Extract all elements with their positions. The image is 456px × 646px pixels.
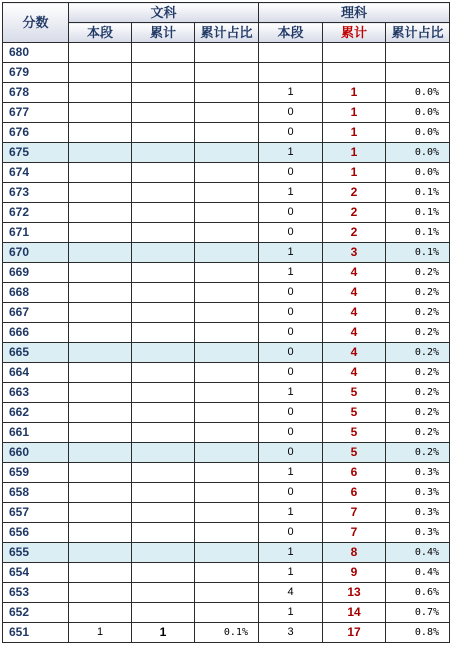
li-cumulative-pct-cell: 0.2% — [386, 283, 450, 303]
table-row — [3, 523, 450, 543]
table-header — [3, 3, 450, 43]
table-row — [3, 323, 450, 343]
table-row — [3, 263, 450, 283]
wen-cumulative-cell — [132, 323, 195, 343]
li-cumulative-pct-cell: 0.3% — [386, 463, 450, 483]
wen-cumulative-pct-cell — [195, 103, 259, 123]
score-cell: 679 — [3, 63, 69, 83]
wen-cumulative-cell — [132, 543, 195, 563]
li-cumulative-pct-cell: 0.1% — [386, 223, 450, 243]
wen-segment-cell — [69, 323, 132, 343]
li-cumulative-pct-cell: 0.0% — [386, 163, 450, 183]
li-cumulative-cell: 7 — [323, 503, 386, 523]
wen-cumulative-pct-cell — [195, 283, 259, 303]
li-cumulative-cell: 4 — [323, 323, 386, 343]
table-row — [3, 543, 450, 563]
li-cumulative-cell: 13 — [323, 583, 386, 603]
wen-cumulative-cell — [132, 443, 195, 463]
li-segment-cell — [259, 43, 323, 63]
wen-cumulative-cell — [132, 483, 195, 503]
wen-segment-cell — [69, 263, 132, 283]
header-li: 理科 — [259, 3, 450, 23]
score-cell: 677 — [3, 103, 69, 123]
score-cell: 673 — [3, 183, 69, 203]
score-cell: 671 — [3, 223, 69, 243]
li-cumulative-pct-cell: 0.2% — [386, 403, 450, 423]
li-cumulative-pct-cell: 0.3% — [386, 523, 450, 543]
wen-segment-cell — [69, 243, 132, 263]
li-cumulative-pct-cell: 0.3% — [386, 503, 450, 523]
table-row — [3, 63, 450, 83]
wen-cumulative-pct-cell — [195, 463, 259, 483]
score-cell: 667 — [3, 303, 69, 323]
wen-segment-cell — [69, 563, 132, 583]
score-cell: 659 — [3, 463, 69, 483]
wen-cumulative-pct-cell — [195, 483, 259, 503]
li-cumulative-pct-cell: 0.3% — [386, 483, 450, 503]
li-segment-cell: 1 — [259, 383, 323, 403]
wen-cumulative-pct-cell — [195, 223, 259, 243]
table-row — [3, 183, 450, 203]
wen-cumulative-pct-cell — [195, 383, 259, 403]
wen-segment-cell — [69, 463, 132, 483]
table-row — [3, 483, 450, 503]
wen-segment-cell: 1 — [69, 623, 132, 643]
wen-cumulative-pct-cell — [195, 203, 259, 223]
header-wen-cumulative: 累计 — [132, 23, 195, 43]
wen-segment-cell — [69, 123, 132, 143]
score-cell: 672 — [3, 203, 69, 223]
wen-segment-cell — [69, 43, 132, 63]
li-segment-cell: 3 — [259, 623, 323, 643]
score-cell: 660 — [3, 443, 69, 463]
li-cumulative-pct-cell: 0.0% — [386, 103, 450, 123]
li-cumulative-cell: 6 — [323, 483, 386, 503]
li-segment-cell: 1 — [259, 243, 323, 263]
li-segment-cell: 0 — [259, 223, 323, 243]
wen-cumulative-pct-cell — [195, 603, 259, 623]
wen-segment-cell — [69, 63, 132, 83]
score-cell: 651 — [3, 623, 69, 643]
wen-cumulative-cell — [132, 183, 195, 203]
score-cell: 669 — [3, 263, 69, 283]
li-cumulative-cell: 2 — [323, 183, 386, 203]
li-cumulative-pct-cell: 0.2% — [386, 303, 450, 323]
header-li-segment: 本段 — [259, 23, 323, 43]
li-segment-cell — [259, 63, 323, 83]
score-cell: 663 — [3, 383, 69, 403]
score-cell: 674 — [3, 163, 69, 183]
score-table — [2, 2, 450, 643]
li-cumulative-pct-cell: 0.7% — [386, 603, 450, 623]
wen-cumulative-pct-cell — [195, 263, 259, 283]
li-cumulative-cell: 5 — [323, 383, 386, 403]
table-row — [3, 383, 450, 403]
wen-cumulative-pct-cell: 0.1% — [195, 623, 259, 643]
li-cumulative-pct-cell: 0.1% — [386, 183, 450, 203]
li-cumulative-cell: 4 — [323, 343, 386, 363]
table-row — [3, 103, 450, 123]
wen-cumulative-pct-cell — [195, 543, 259, 563]
wen-cumulative-pct-cell — [195, 83, 259, 103]
li-cumulative-pct-cell — [386, 63, 450, 83]
wen-cumulative-cell — [132, 43, 195, 63]
wen-segment-cell — [69, 503, 132, 523]
wen-cumulative-pct-cell — [195, 143, 259, 163]
li-segment-cell: 1 — [259, 143, 323, 163]
wen-segment-cell — [69, 523, 132, 543]
li-segment-cell: 0 — [259, 403, 323, 423]
wen-segment-cell — [69, 83, 132, 103]
wen-segment-cell — [69, 203, 132, 223]
wen-cumulative-cell — [132, 343, 195, 363]
li-cumulative-cell: 4 — [323, 263, 386, 283]
table-row — [3, 443, 450, 463]
table-row — [3, 203, 450, 223]
li-cumulative-cell: 1 — [323, 83, 386, 103]
table-row — [3, 83, 450, 103]
wen-segment-cell — [69, 343, 132, 363]
wen-cumulative-cell — [132, 583, 195, 603]
wen-cumulative-cell — [132, 503, 195, 523]
li-cumulative-pct-cell: 0.1% — [386, 203, 450, 223]
li-cumulative-pct-cell: 0.1% — [386, 243, 450, 263]
li-cumulative-pct-cell: 0.2% — [386, 263, 450, 283]
li-cumulative-pct-cell: 0.2% — [386, 363, 450, 383]
wen-segment-cell — [69, 543, 132, 563]
li-cumulative-pct-cell: 0.4% — [386, 563, 450, 583]
wen-segment-cell — [69, 283, 132, 303]
li-cumulative-cell — [323, 63, 386, 83]
score-cell: 657 — [3, 503, 69, 523]
table-row — [3, 623, 450, 643]
wen-segment-cell — [69, 603, 132, 623]
wen-segment-cell — [69, 363, 132, 383]
li-segment-cell: 0 — [259, 523, 323, 543]
li-cumulative-cell: 5 — [323, 423, 386, 443]
score-cell: 661 — [3, 423, 69, 443]
li-segment-cell: 0 — [259, 423, 323, 443]
table-row — [3, 163, 450, 183]
li-cumulative-cell: 5 — [323, 403, 386, 423]
score-cell: 676 — [3, 123, 69, 143]
li-cumulative-pct-cell: 0.2% — [386, 323, 450, 343]
header-row-sub — [3, 23, 450, 43]
li-segment-cell: 1 — [259, 543, 323, 563]
li-segment-cell: 1 — [259, 563, 323, 583]
header-score: 分数 — [3, 3, 69, 43]
li-segment-cell: 0 — [259, 443, 323, 463]
wen-cumulative-pct-cell — [195, 343, 259, 363]
score-cell: 665 — [3, 343, 69, 363]
table-body — [3, 43, 450, 643]
wen-cumulative-cell — [132, 243, 195, 263]
wen-cumulative-pct-cell — [195, 243, 259, 263]
li-cumulative-cell: 6 — [323, 463, 386, 483]
wen-cumulative-pct-cell — [195, 363, 259, 383]
li-cumulative-cell: 1 — [323, 143, 386, 163]
score-cell: 668 — [3, 283, 69, 303]
header-wen-segment: 本段 — [69, 23, 132, 43]
li-segment-cell: 0 — [259, 203, 323, 223]
wen-cumulative-cell — [132, 223, 195, 243]
li-cumulative-pct-cell: 0.0% — [386, 83, 450, 103]
li-cumulative-pct-cell: 0.0% — [386, 143, 450, 163]
table-row — [3, 503, 450, 523]
score-cell: 662 — [3, 403, 69, 423]
li-cumulative-pct-cell: 0.2% — [386, 343, 450, 363]
wen-cumulative-cell — [132, 383, 195, 403]
li-cumulative-pct-cell: 0.2% — [386, 423, 450, 443]
header-li-cumulative: 累计 — [323, 23, 386, 43]
li-cumulative-cell: 1 — [323, 123, 386, 143]
li-cumulative-pct-cell: 0.2% — [386, 443, 450, 463]
li-cumulative-cell: 8 — [323, 543, 386, 563]
li-cumulative-cell: 17 — [323, 623, 386, 643]
li-segment-cell: 0 — [259, 323, 323, 343]
li-segment-cell: 0 — [259, 283, 323, 303]
wen-cumulative-pct-cell — [195, 323, 259, 343]
wen-cumulative-cell — [132, 463, 195, 483]
wen-cumulative-cell — [132, 283, 195, 303]
score-cell: 658 — [3, 483, 69, 503]
li-cumulative-cell: 1 — [323, 163, 386, 183]
li-segment-cell: 0 — [259, 363, 323, 383]
table-row — [3, 123, 450, 143]
wen-cumulative-pct-cell — [195, 423, 259, 443]
li-segment-cell: 1 — [259, 463, 323, 483]
li-segment-cell: 0 — [259, 343, 323, 363]
li-segment-cell: 0 — [259, 303, 323, 323]
wen-cumulative-pct-cell — [195, 583, 259, 603]
li-segment-cell: 0 — [259, 483, 323, 503]
li-cumulative-cell: 2 — [323, 203, 386, 223]
score-cell: 675 — [3, 143, 69, 163]
wen-segment-cell — [69, 143, 132, 163]
wen-cumulative-pct-cell — [195, 183, 259, 203]
score-cell: 652 — [3, 603, 69, 623]
wen-cumulative-cell — [132, 603, 195, 623]
li-cumulative-cell: 4 — [323, 283, 386, 303]
header-wen-cumulative-pct: 累计占比 — [195, 23, 259, 43]
table-row — [3, 303, 450, 323]
wen-cumulative-cell — [132, 523, 195, 543]
header-li-cumulative-pct: 累计占比 — [386, 23, 450, 43]
header-wen: 文科 — [69, 3, 259, 23]
li-cumulative-cell: 5 — [323, 443, 386, 463]
li-cumulative-pct-cell: 0.8% — [386, 623, 450, 643]
wen-cumulative-cell — [132, 163, 195, 183]
wen-cumulative-pct-cell — [195, 403, 259, 423]
wen-segment-cell — [69, 403, 132, 423]
li-cumulative-pct-cell — [386, 43, 450, 63]
wen-cumulative-pct-cell — [195, 163, 259, 183]
wen-cumulative-pct-cell — [195, 563, 259, 583]
wen-cumulative-cell — [132, 83, 195, 103]
score-cell: 656 — [3, 523, 69, 543]
li-segment-cell: 1 — [259, 263, 323, 283]
wen-segment-cell — [69, 383, 132, 403]
wen-cumulative-pct-cell — [195, 123, 259, 143]
table-row — [3, 423, 450, 443]
score-cell: 670 — [3, 243, 69, 263]
li-segment-cell: 0 — [259, 103, 323, 123]
wen-cumulative-cell: 1 — [132, 623, 195, 643]
table-row — [3, 463, 450, 483]
li-segment-cell: 1 — [259, 83, 323, 103]
wen-segment-cell — [69, 103, 132, 123]
li-cumulative-cell: 2 — [323, 223, 386, 243]
table-row — [3, 603, 450, 623]
table-row — [3, 143, 450, 163]
wen-segment-cell — [69, 183, 132, 203]
li-cumulative-pct-cell: 0.0% — [386, 123, 450, 143]
wen-cumulative-pct-cell — [195, 443, 259, 463]
table-row — [3, 243, 450, 263]
score-cell: 680 — [3, 43, 69, 63]
wen-segment-cell — [69, 303, 132, 323]
score-cell: 653 — [3, 583, 69, 603]
li-segment-cell: 0 — [259, 123, 323, 143]
score-cell: 664 — [3, 363, 69, 383]
li-cumulative-pct-cell: 0.2% — [386, 383, 450, 403]
li-segment-cell: 1 — [259, 183, 323, 203]
wen-cumulative-cell — [132, 403, 195, 423]
wen-segment-cell — [69, 223, 132, 243]
li-segment-cell: 1 — [259, 503, 323, 523]
wen-cumulative-cell — [132, 103, 195, 123]
wen-cumulative-cell — [132, 263, 195, 283]
li-cumulative-cell: 3 — [323, 243, 386, 263]
header-row-top — [3, 3, 450, 23]
table-row — [3, 343, 450, 363]
table-row — [3, 403, 450, 423]
wen-segment-cell — [69, 483, 132, 503]
li-cumulative-cell: 4 — [323, 363, 386, 383]
li-segment-cell: 1 — [259, 603, 323, 623]
wen-cumulative-pct-cell — [195, 43, 259, 63]
score-cell: 655 — [3, 543, 69, 563]
li-segment-cell: 4 — [259, 583, 323, 603]
wen-segment-cell — [69, 443, 132, 463]
li-cumulative-cell: 4 — [323, 303, 386, 323]
table-row — [3, 223, 450, 243]
li-cumulative-cell: 1 — [323, 103, 386, 123]
score-cell: 666 — [3, 323, 69, 343]
li-cumulative-pct-cell: 0.6% — [386, 583, 450, 603]
li-cumulative-cell: 7 — [323, 523, 386, 543]
wen-segment-cell — [69, 423, 132, 443]
table-row — [3, 283, 450, 303]
wen-cumulative-cell — [132, 303, 195, 323]
li-cumulative-cell: 14 — [323, 603, 386, 623]
table-row — [3, 563, 450, 583]
wen-cumulative-cell — [132, 423, 195, 443]
li-cumulative-pct-cell: 0.4% — [386, 543, 450, 563]
table-row — [3, 583, 450, 603]
wen-segment-cell — [69, 583, 132, 603]
table-row — [3, 43, 450, 63]
table-row — [3, 363, 450, 383]
score-cell: 654 — [3, 563, 69, 583]
wen-cumulative-pct-cell — [195, 303, 259, 323]
li-cumulative-cell — [323, 43, 386, 63]
li-segment-cell: 0 — [259, 163, 323, 183]
wen-cumulative-cell — [132, 363, 195, 383]
wen-segment-cell — [69, 163, 132, 183]
wen-cumulative-cell — [132, 63, 195, 83]
li-cumulative-cell: 9 — [323, 563, 386, 583]
wen-cumulative-cell — [132, 563, 195, 583]
wen-cumulative-pct-cell — [195, 503, 259, 523]
wen-cumulative-pct-cell — [195, 63, 259, 83]
wen-cumulative-pct-cell — [195, 523, 259, 543]
wen-cumulative-cell — [132, 143, 195, 163]
wen-cumulative-cell — [132, 203, 195, 223]
score-cell: 678 — [3, 83, 69, 103]
wen-cumulative-cell — [132, 123, 195, 143]
